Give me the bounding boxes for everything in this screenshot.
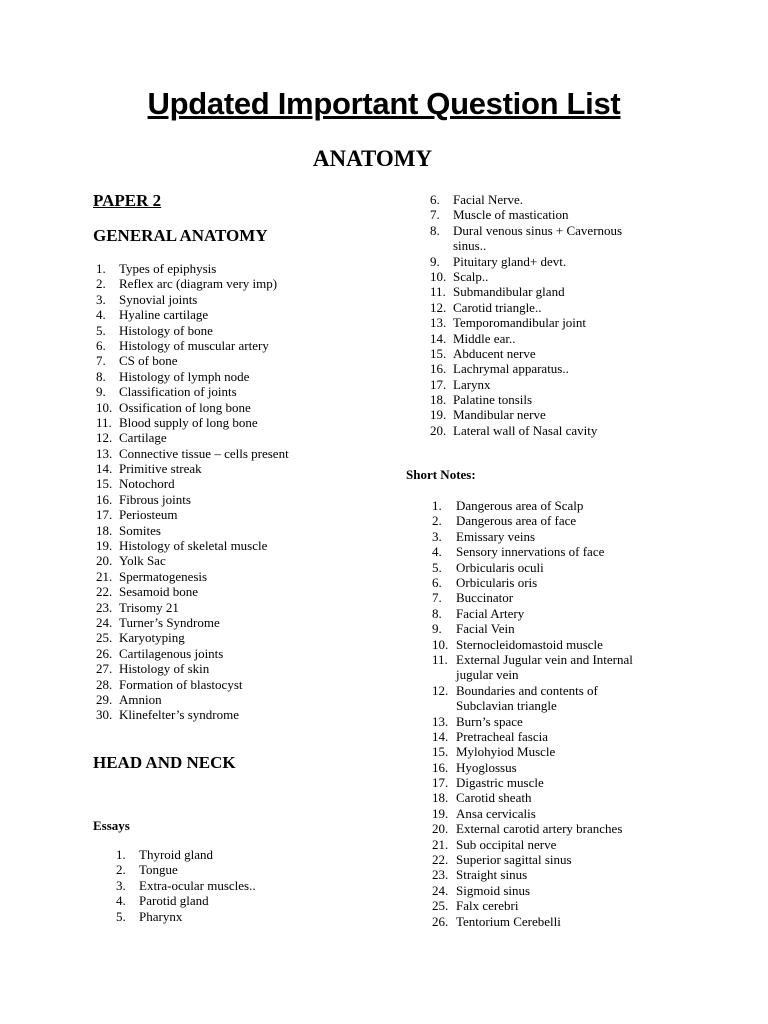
list-item-number: 12.	[430, 299, 447, 315]
list-item-number: 7.	[432, 590, 442, 606]
list-item-text: Lachrymal apparatus..	[453, 361, 569, 377]
list-item-number: 11.	[96, 414, 112, 430]
list-item-text: Histology of skin	[119, 661, 210, 677]
list-item-number: 18.	[432, 790, 449, 806]
list-item-number: 23.	[96, 599, 113, 615]
list-item-number: 27.	[96, 661, 113, 677]
list-item-text: Facial Vein	[456, 621, 515, 637]
list-item-text: Abducent nerve	[453, 345, 536, 361]
list-item	[432, 806, 656, 821]
list-item	[430, 346, 653, 361]
list-item	[96, 523, 289, 538]
list-item-number: 4.	[96, 307, 106, 323]
list-item-number: 3.	[96, 291, 106, 307]
general-anatomy-list	[96, 261, 289, 723]
list-item-text: Mandibular nerve	[453, 407, 546, 423]
list-item-text: Facial Artery	[456, 605, 525, 621]
list-item-text: Cartilagenous joints	[119, 645, 224, 661]
list-item-number: 21.	[96, 568, 113, 584]
list-item-text: Pharynx	[139, 908, 183, 924]
list-item	[96, 292, 289, 307]
list-item-text: Thyroid gland	[139, 847, 214, 862]
list-item-text: Fibrous joints	[119, 491, 191, 507]
list-item-number: 7.	[96, 353, 106, 369]
list-item	[432, 898, 656, 913]
list-item-number: 18.	[430, 392, 447, 408]
list-item	[96, 646, 289, 661]
list-item-text: Carotid sheath	[456, 790, 532, 806]
list-item	[432, 760, 656, 775]
list-item-number: 4.	[116, 893, 126, 909]
paper-heading: PAPER 2	[93, 191, 162, 210]
list-item	[430, 331, 653, 346]
list-item	[432, 575, 656, 590]
list-item-text: Muscle of mastication	[453, 207, 569, 223]
list-item-text: External Jugular vein and Internal jugular vein	[456, 651, 633, 683]
list-item-number: 8.	[430, 222, 440, 238]
list-item	[96, 569, 289, 584]
list-item	[96, 276, 289, 291]
list-item	[432, 683, 656, 714]
list-item-text: Scalp..	[453, 268, 489, 284]
list-item	[116, 862, 256, 877]
short-notes-list	[432, 498, 656, 929]
list-item-text: Synovial joints	[119, 291, 198, 307]
list-item-text: Pretracheal fascia	[456, 728, 549, 744]
list-item-text: Superior sagittal sinus	[456, 852, 572, 868]
list-item	[116, 893, 256, 908]
list-item	[432, 837, 656, 852]
list-item	[432, 790, 656, 805]
list-item-number: 15.	[432, 744, 449, 760]
list-item-text: Submandibular gland	[453, 284, 565, 300]
list-item	[96, 677, 289, 692]
list-item-number: 13.	[96, 445, 113, 461]
list-item	[116, 878, 256, 893]
list-item-number: 12.	[432, 682, 449, 698]
list-item	[96, 307, 289, 322]
list-item-text: Periosteum	[119, 507, 178, 523]
list-item	[430, 315, 653, 330]
list-item-text: Turner’s Syndrome	[119, 614, 220, 630]
list-item	[430, 223, 653, 254]
list-item-number: 4.	[432, 544, 442, 560]
list-item-number: 5.	[96, 322, 106, 338]
list-item-text: Lateral wall of Nasal cavity	[453, 422, 598, 438]
list-item-number: 16.	[96, 491, 113, 507]
list-item	[96, 430, 289, 445]
list-item-number: 19.	[96, 538, 113, 554]
list-item-number: 1.	[116, 847, 126, 862]
list-item-number: 12.	[96, 430, 113, 446]
list-item	[432, 637, 656, 652]
list-item	[430, 300, 653, 315]
list-item-text: Facial Nerve.	[453, 192, 524, 207]
list-item	[430, 254, 653, 269]
list-item-text: Histology of bone	[119, 322, 213, 338]
list-item-text: Extra-ocular muscles..	[139, 877, 256, 893]
list-item-text: Larynx	[453, 376, 491, 392]
list-item-number: 8.	[432, 605, 442, 621]
list-item	[96, 553, 289, 568]
list-item	[96, 338, 289, 353]
list-item-number: 25.	[432, 898, 449, 914]
essays-continued-list	[430, 192, 653, 438]
list-item-number: 8.	[96, 368, 106, 384]
list-item-text: Cartilage	[119, 430, 167, 446]
list-item-text: External carotid artery branches	[456, 821, 623, 837]
list-item-text: Dural venous sinus + Cavernous sinus..	[453, 222, 623, 254]
page-title: Updated Important Question List	[147, 86, 621, 121]
list-item	[432, 714, 656, 729]
list-item-number: 26.	[96, 645, 113, 661]
list-item	[432, 883, 656, 898]
list-item-text: Histology of skeletal muscle	[119, 538, 268, 554]
list-item-text: Blood supply of long bone	[119, 414, 258, 430]
list-item	[432, 744, 656, 759]
list-item-text: Ossification of long bone	[119, 399, 251, 415]
list-item	[432, 513, 656, 528]
list-item	[96, 369, 289, 384]
list-item-number: 17.	[96, 507, 113, 523]
list-item-number: 6.	[430, 192, 440, 207]
list-item-text: Buccinator	[456, 590, 514, 606]
list-item-text: Primitive streak	[119, 461, 202, 477]
list-item	[432, 498, 656, 513]
list-item	[96, 323, 289, 338]
list-item-number: 30.	[96, 707, 113, 723]
list-item-text: Pituitary gland+ devt.	[453, 253, 567, 269]
list-item-number: 21.	[432, 836, 449, 852]
list-item	[96, 707, 289, 722]
list-item	[432, 821, 656, 836]
list-item-number: 17.	[430, 376, 447, 392]
list-item	[432, 729, 656, 744]
list-item-text: Sternocleidomastoid muscle	[456, 636, 603, 652]
list-item-text: Parotid gland	[139, 893, 209, 909]
list-item-text: Burn’s space	[456, 713, 523, 729]
list-item-number: 5.	[116, 908, 126, 924]
list-item-number: 24.	[96, 614, 113, 630]
list-item	[430, 407, 653, 422]
list-item	[96, 261, 289, 276]
essays-heading: Essays	[93, 818, 130, 833]
list-item-number: 17.	[432, 775, 449, 791]
list-item	[432, 775, 656, 790]
list-item	[432, 914, 656, 929]
list-item-number: 15.	[430, 345, 447, 361]
list-item-text: Palatine tonsils	[453, 392, 533, 408]
list-item-number: 9.	[430, 253, 440, 269]
list-item-text: Histology of lymph node	[119, 368, 250, 384]
list-item	[432, 544, 656, 559]
list-item-text: Digastric muscle	[456, 775, 544, 791]
list-item-number: 11.	[430, 284, 446, 300]
list-item-text: Types of epiphysis	[119, 261, 217, 276]
list-item-number: 20.	[432, 821, 449, 837]
list-item-number: 10.	[432, 636, 449, 652]
list-item-text: Sesamoid bone	[119, 584, 199, 600]
list-item-text: Tongue	[139, 862, 178, 878]
list-item-text: Emissary veins	[456, 528, 536, 544]
list-item-text: Reflex arc (diagram very imp)	[119, 276, 278, 292]
list-item-number: 3.	[116, 877, 126, 893]
list-item-number: 14.	[96, 461, 113, 477]
list-item	[96, 507, 289, 522]
list-item	[96, 538, 289, 553]
list-item-text: Orbicularis oculi	[456, 559, 544, 575]
list-item	[96, 415, 289, 430]
list-item	[432, 529, 656, 544]
list-item-number: 22.	[432, 852, 449, 868]
list-item	[430, 284, 653, 299]
list-item	[96, 492, 289, 507]
list-item	[432, 852, 656, 867]
list-item-text: Ansa cervicalis	[456, 805, 536, 821]
list-item	[96, 630, 289, 645]
short-notes-heading: Short Notes:	[406, 467, 476, 482]
list-item	[430, 423, 653, 438]
head-and-neck-heading: HEAD AND NECK	[93, 753, 236, 772]
list-item-number: 15.	[96, 476, 113, 492]
list-item	[432, 560, 656, 575]
list-item	[432, 652, 656, 683]
list-item-text: Orbicularis oris	[456, 574, 538, 590]
list-item-text: Histology of muscular artery	[119, 337, 269, 353]
general-anatomy-heading: GENERAL ANATOMY	[93, 226, 268, 245]
list-item-number: 18.	[96, 522, 113, 538]
list-item	[96, 476, 289, 491]
list-item-text: Karyotyping	[119, 630, 185, 646]
list-item-number: 2.	[116, 862, 126, 878]
list-item-number: 9.	[432, 621, 442, 637]
list-item-number: 19.	[430, 407, 447, 423]
list-item	[96, 446, 289, 461]
list-item-text: Connective tissue – cells present	[119, 445, 289, 461]
list-item-text: Boundaries and contents of Subclavian triangle	[456, 682, 598, 714]
list-item-text: Temporomandibular joint	[453, 315, 587, 331]
list-item-text: Trisomy 21	[119, 599, 179, 615]
list-item-number: 28.	[96, 676, 113, 692]
list-item	[430, 377, 653, 392]
list-item-text: Sensory innervations of face	[456, 544, 605, 560]
list-item-text: Sub occipital nerve	[456, 836, 557, 852]
list-item-text: Sigmoid sinus	[456, 882, 531, 898]
list-item-number: 14.	[430, 330, 447, 346]
list-item-number: 13.	[432, 713, 449, 729]
list-item-text: Notochord	[119, 476, 175, 492]
list-item-number: 10.	[430, 268, 447, 284]
list-item-text: Yolk Sac	[119, 553, 166, 569]
list-item-text: Dangerous area of face	[456, 513, 577, 529]
list-item	[96, 353, 289, 368]
list-item	[432, 621, 656, 636]
list-item-number: 6.	[432, 574, 442, 590]
list-item-text: Somites	[119, 522, 161, 538]
list-item-number: 23.	[432, 867, 449, 883]
list-item-number: 9.	[96, 384, 106, 400]
list-item-number: 26.	[432, 913, 449, 929]
list-item-number: 2.	[432, 513, 442, 529]
list-item-text: Falx cerebri	[456, 898, 519, 914]
list-item	[96, 615, 289, 630]
list-item-text: Carotid triangle..	[453, 299, 542, 315]
list-item-text: Formation of blastocyst	[119, 676, 243, 692]
list-item-text: Amnion	[119, 691, 162, 707]
list-item	[96, 692, 289, 707]
list-item	[430, 392, 653, 407]
list-item-number: 2.	[96, 276, 106, 292]
list-item	[430, 192, 653, 207]
list-item-number: 22.	[96, 584, 113, 600]
list-item-text: Tentorium Cerebelli	[456, 913, 561, 929]
list-item	[96, 661, 289, 676]
list-item	[96, 400, 289, 415]
essays-list	[116, 847, 256, 924]
list-item-number: 6.	[96, 337, 106, 353]
list-item-text: Hyoglossus	[456, 759, 517, 775]
list-item	[430, 361, 653, 376]
list-item	[116, 847, 256, 862]
list-item-text: Hyaline cartilage	[119, 307, 209, 323]
list-item	[96, 584, 289, 599]
list-item-number: 19.	[432, 805, 449, 821]
list-item-text: Dangerous area of Scalp	[456, 498, 584, 513]
list-item	[96, 384, 289, 399]
list-item-number: 5.	[432, 559, 442, 575]
list-item	[432, 606, 656, 621]
list-item-text: Mylohyiod Muscle	[456, 744, 556, 760]
list-item	[116, 909, 256, 924]
list-item	[96, 600, 289, 615]
subject-heading: ANATOMY	[312, 146, 433, 171]
list-item-text: CS of bone	[119, 353, 178, 369]
list-item-number: 7.	[430, 207, 440, 223]
list-item-number: 20.	[430, 422, 447, 438]
list-item-text: Straight sinus	[456, 867, 528, 883]
list-item-text: Spermatogenesis	[119, 568, 208, 584]
list-item	[96, 461, 289, 476]
list-item-number: 20.	[96, 553, 113, 569]
list-item	[432, 590, 656, 605]
list-item-number: 14.	[432, 728, 449, 744]
list-item-text: Klinefelter’s syndrome	[119, 707, 239, 723]
list-item-text: Classification of joints	[119, 384, 237, 400]
list-item-number: 11.	[432, 651, 448, 667]
list-item-number: 3.	[432, 528, 442, 544]
list-item-number: 16.	[432, 759, 449, 775]
list-item-number: 25.	[96, 630, 113, 646]
list-item-number: 29.	[96, 691, 113, 707]
list-item-number: 1.	[432, 498, 442, 513]
list-item-number: 24.	[432, 882, 449, 898]
list-item	[430, 269, 653, 284]
list-item	[430, 207, 653, 222]
list-item-number: 16.	[430, 361, 447, 377]
list-item-number: 13.	[430, 315, 447, 331]
list-item	[432, 867, 656, 882]
list-item-text: Middle ear..	[453, 330, 516, 346]
list-item-number: 1.	[96, 261, 106, 276]
list-item-number: 10.	[96, 399, 113, 415]
